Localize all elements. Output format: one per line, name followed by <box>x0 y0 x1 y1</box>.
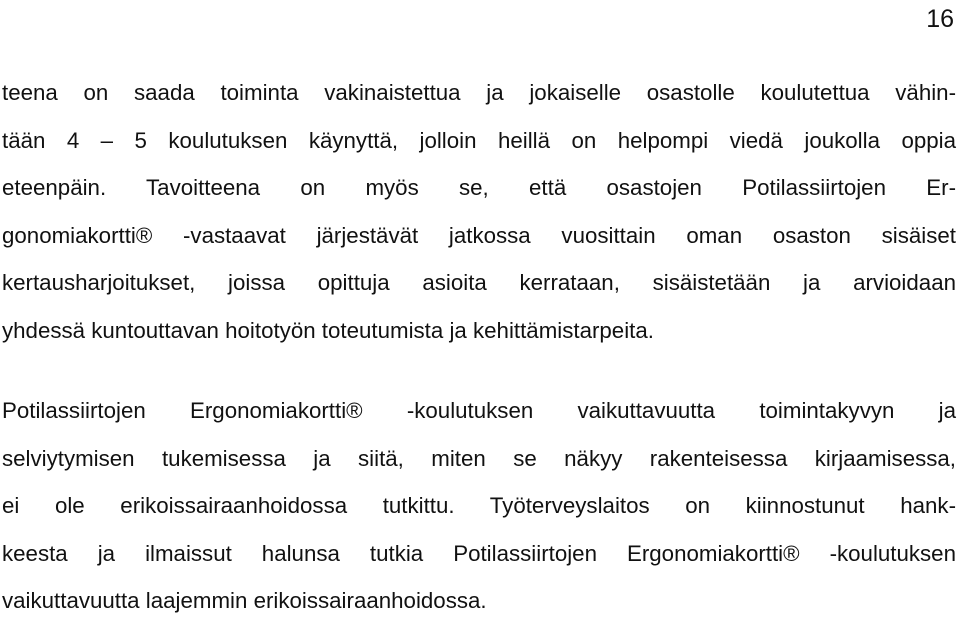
text-line: Potilassiirtojen Ergonomiakortti® -koulutuksen vaikuttavuutta toimintakyvyn ja <box>2 398 956 423</box>
text-line: ei ole erikoissairaanhoidossa tutkittu. Työterveyslaitos on kiinnostunut hank- <box>2 493 956 519</box>
paragraph-1 <box>2 69 956 355</box>
paragraph-2 <box>2 387 956 625</box>
text-line: vaikuttavuutta laajemmin erikoissairaanhoidossa. <box>2 588 487 614</box>
text-line: tään 4 – 5 koulutuksen käynyttä, jolloin heillä on helpompi viedä joukolla oppia <box>2 127 956 153</box>
page-number: 16 <box>926 5 954 33</box>
text-line: teena on saada toiminta vakinaistettua ja jokaiselle osastolle koulutettua vähin- <box>2 80 956 105</box>
text-line: yhdessä kuntouttavan hoitotyön toteutumista ja kehittämistarpeita. <box>2 317 654 343</box>
text-line: selviytymisen tukemisessa ja siitä, miten se näkyy rakenteisessa kirjaamisessa, <box>2 445 956 471</box>
text-line: gonomiakortti® -vastaavat järjestävät jatkossa vuosittain oman osaston sisäiset <box>2 222 956 248</box>
text-line: eteenpäin. Tavoitteena on myös se, että osastojen Potilassiirtojen Er- <box>2 175 956 201</box>
text-line: kertausharjoitukset, joissa opittuja asioita kerrataan, sisäistetään ja arvioidaan <box>2 270 956 296</box>
text-line: keesta ja ilmaissut halunsa tutkia Potilassiirtojen Ergonomiakortti® -koulutuksen <box>2 540 956 566</box>
